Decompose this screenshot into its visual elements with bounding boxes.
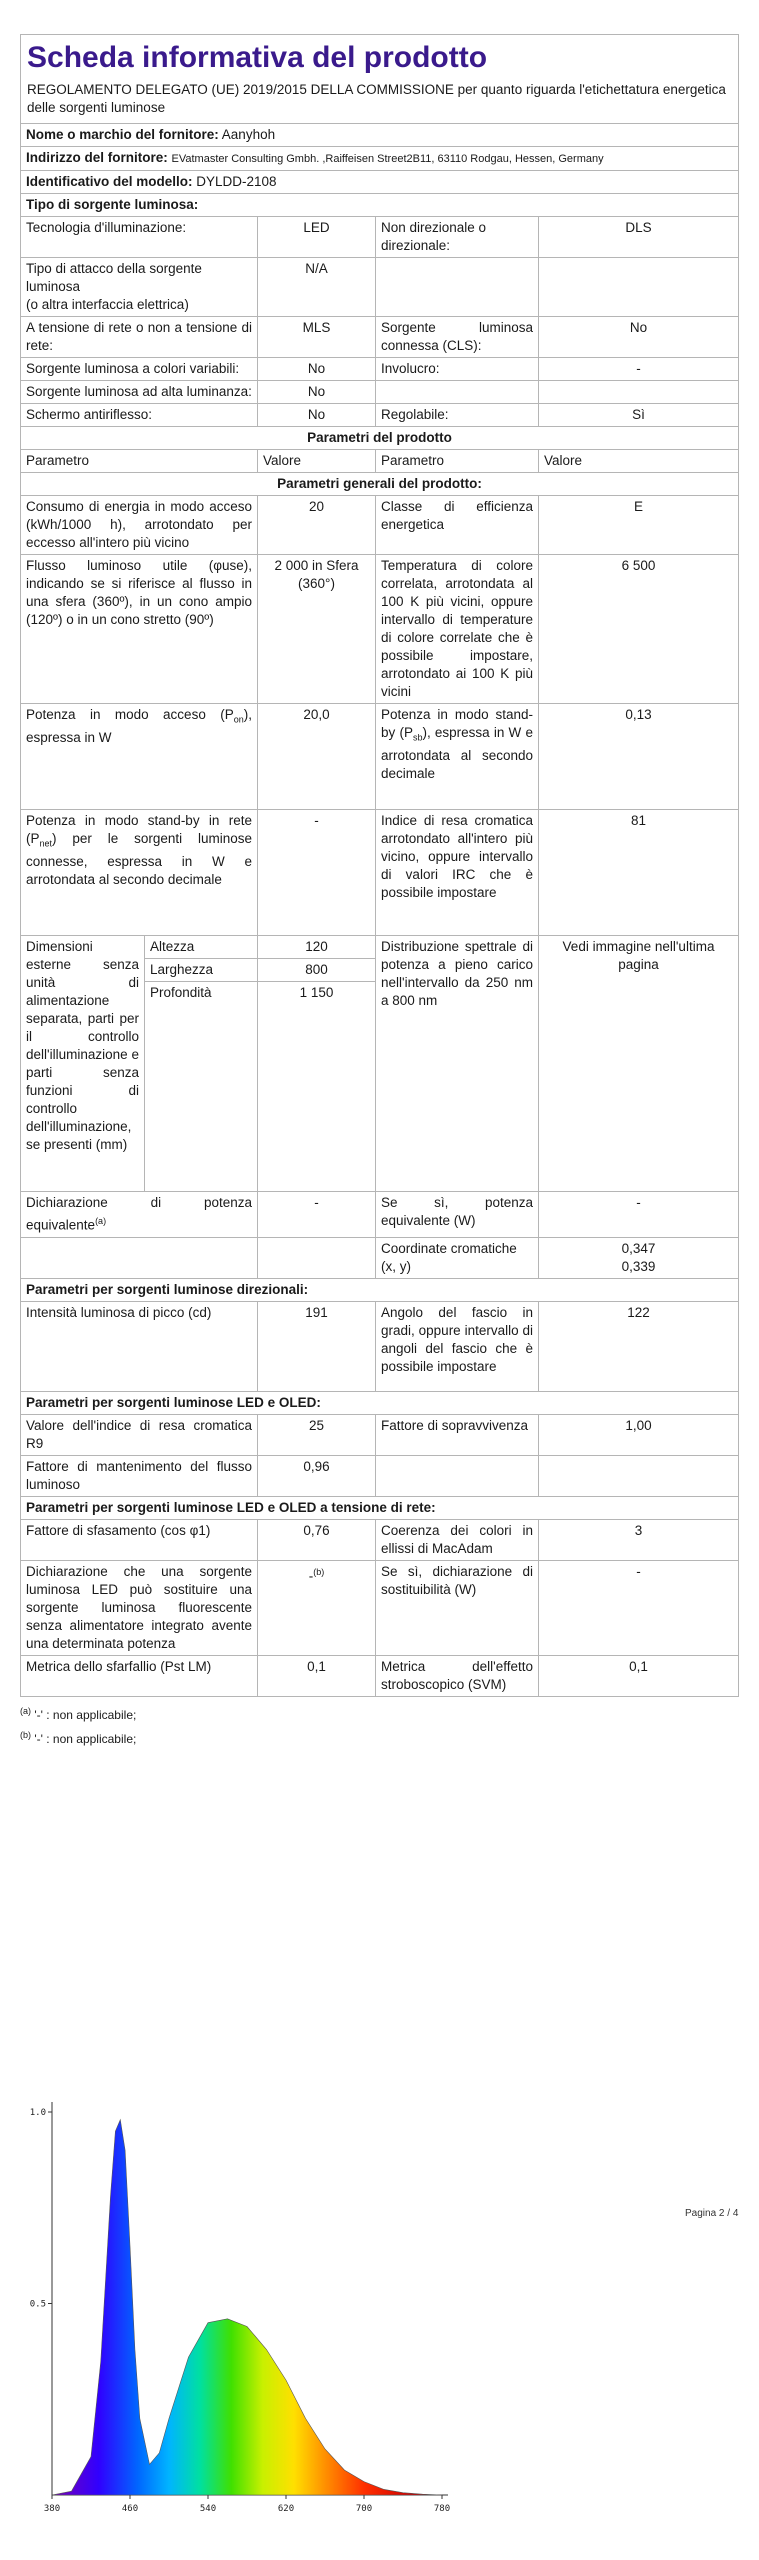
luminous-flux-value: 2 000 in Sfera (360°): [258, 555, 376, 704]
mains-heading: Parametri per sorgenti luminose LED e OLED a tensione di rete:: [21, 1496, 739, 1519]
equivalent-watt-label: Se sì, potenza equivalente (W): [376, 1192, 539, 1238]
displacement-factor-value: 0,76: [258, 1519, 376, 1560]
param-row: [21, 1192, 739, 1238]
general-params-heading: Parametri generali del prodotto:: [21, 473, 739, 496]
y-tick-label: 1.0: [29, 2108, 46, 2118]
param-row: [21, 1519, 739, 1560]
type-value-2: [539, 381, 739, 404]
luminous-flux-label: Flusso luminoso utile (φuse), indicando se si riferisce al flusso in una sfera (360º), in un cono ampio (120º) o in un cono stretto (90º): [21, 555, 258, 704]
color-temperature-value: 6 500: [539, 555, 739, 704]
cri-value: 81: [539, 810, 739, 936]
type-value: No: [258, 358, 376, 381]
efficiency-class-label: Classe di efficienza energetica: [376, 496, 539, 555]
type-row: [21, 217, 739, 258]
survival-factor-value: 1,00: [539, 1414, 739, 1455]
type-label-2: [376, 258, 539, 317]
footnote-b-mark: (b): [20, 1729, 31, 1740]
page-title: Scheda informativa del prodotto: [21, 35, 739, 80]
flicker-value: 0,1: [258, 1655, 376, 1696]
param-row: [21, 496, 739, 555]
spectral-distribution-label: Distribuzione spettrale di potenza a pieno carico nell'intervallo da 250 nm a 800 nm: [376, 936, 539, 1192]
supplier-address-label: Indirizzo del fornitore:: [26, 150, 168, 165]
spectral-distribution-value: Vedi immagine nell'ultima pagina: [539, 936, 739, 1192]
type-label: Sorgente luminosa ad alta luminanza:: [21, 381, 258, 404]
on-mode-power-text-end: ), espressa in W: [26, 707, 252, 745]
col-header-param-2: Parametro: [376, 450, 539, 473]
footnote-b-text: '-' : non applicabile;: [34, 1731, 137, 1746]
footnote-b: [20, 1725, 738, 1749]
supplier-name-value: Aanyhoh: [221, 127, 276, 142]
x-tick-label: 380: [43, 2504, 61, 2514]
led-heading: Parametri per sorgenti luminose LED e OLED:: [21, 1391, 739, 1414]
param-row: [21, 1301, 739, 1391]
model-value: DYLDD-2108: [196, 174, 277, 189]
energy-consumption-value: 20: [258, 496, 376, 555]
dimensions-label: Dimensioni esterne senza unità di alimentazione separata, parti per il controllo dell'illuminazione e parti senza funzioni di controllo dell'illuminazione, se presenti (mm): [21, 936, 145, 1192]
type-heading: Tipo di sorgente luminosa:: [21, 194, 739, 217]
model-label: Identificativo del modello:: [26, 174, 193, 189]
param-row: [21, 810, 739, 936]
network-standby-subscript: net: [39, 838, 53, 849]
footnote-a: [20, 1701, 738, 1725]
type-value: LED: [258, 217, 376, 258]
type-label: Schermo antiriflesso:: [21, 404, 258, 427]
type-label-2: [376, 381, 539, 404]
type-row: [21, 358, 739, 381]
type-label-main: Tipo di attacco della sorgente luminosa: [26, 261, 202, 294]
footnote-a-mark: (a): [20, 1705, 31, 1716]
col-header-param: Parametro: [21, 450, 258, 473]
color-temperature-label: Temperatura di colore correlata, arrotondata al 100 K più vicini, oppure intervallo di temperature di colore correlate che è possibile impostare, arrotondato ai 100 K più vicini: [376, 555, 539, 704]
replaceability-value: -: [539, 1560, 739, 1655]
type-value-2: No: [539, 317, 739, 358]
energy-consumption-label: Consumo di energia in modo acceso (kWh/1000 h), arrotondato per eccesso all'intero più vicino: [21, 496, 258, 555]
product-information-sheet: [20, 34, 738, 1749]
x-tick-label: 460: [121, 2504, 139, 2514]
footnote-b-marker: (b): [313, 1566, 325, 1577]
params-header-row: [21, 450, 739, 473]
param-row: [21, 1414, 739, 1455]
col-header-value: Valore: [258, 450, 376, 473]
network-standby-text: Potenza in modo stand-by in rete (P: [26, 813, 252, 846]
peak-intensity-value: 191: [258, 1301, 376, 1391]
x-tick-label: 780: [433, 2504, 451, 2514]
type-value: N/A: [258, 258, 376, 317]
empty-cell: [539, 1455, 739, 1496]
efficiency-class-value: E: [539, 496, 739, 555]
spectral-power-chart: [22, 2090, 462, 2530]
empty-cell: [376, 1455, 539, 1496]
empty-cell: [21, 1237, 258, 1278]
standby-power-subscript: sb: [412, 732, 423, 743]
param-row: [21, 1237, 739, 1278]
beam-angle-label: Angolo del fascio in gradi, oppure intervallo di angoli del fascio che è possibile impostare: [376, 1301, 539, 1391]
dimension-width-value: 800: [258, 959, 376, 982]
displacement-factor-label: Fattore di sfasamento (cos φ1): [21, 1519, 258, 1560]
type-label: Tecnologia d'illuminazione:: [21, 217, 258, 258]
supplier-address-value: EVatmaster Consulting Gmbh. ,Raiffeisen Street2B11, 63110 Rodgau, Hessen, Germany: [171, 153, 604, 165]
chromaticity-label: Coordinate cromatiche (x, y): [376, 1237, 539, 1278]
replaceability-label: Se sì, dichiarazione di sostituibilità (W): [376, 1560, 539, 1655]
type-label-sub: (o altra interfaccia elettrica): [26, 297, 189, 312]
type-value-2: [539, 258, 739, 317]
network-standby-label: [21, 810, 258, 936]
directional-heading: Parametri per sorgenti luminose direzionali:: [21, 1278, 739, 1301]
type-label-2: Sorgente luminosa connessa (CLS):: [376, 317, 539, 358]
stroboscopic-value: 0,1: [539, 1655, 739, 1696]
replacement-claim-label: Dichiarazione che una sorgente luminosa LED può sostituire una sorgente luminosa fluorescente senza alimentatore integrato avente una determinata potenza: [21, 1560, 258, 1655]
spectrum-area: [52, 2120, 442, 2495]
param-row: [21, 555, 739, 704]
stroboscopic-label: Metrica dell'effetto stroboscopico (SVM): [376, 1655, 539, 1696]
regulation-text: REGOLAMENTO DELEGATO (UE) 2019/2015 DELLA COMMISSIONE per quanto riguarda l'etichettatura energetica delle sorgenti luminose: [21, 79, 739, 124]
x-tick-label: 540: [199, 2504, 217, 2514]
equivalent-power-text: Dichiarazione di potenza equivalente: [26, 1195, 252, 1233]
peak-intensity-label: Intensità luminosa di picco (cd): [21, 1301, 258, 1391]
model-row: [21, 171, 739, 194]
on-mode-power-text: Potenza in modo acceso (P: [26, 707, 234, 722]
lumen-maintenance-value: 0,96: [258, 1455, 376, 1496]
standby-power-label: [376, 704, 539, 810]
footnotes: [20, 1701, 738, 1749]
cri-label: Indice di resa cromatica arrotondato all'intero più vicino, oppure intervallo di valori IRC che è possibile impostare: [376, 810, 539, 936]
empty-cell: [258, 1237, 376, 1278]
type-label-2: Involucro:: [376, 358, 539, 381]
supplier-name-label: Nome o marchio del fornitore:: [26, 127, 219, 142]
chromaticity-value: [539, 1237, 739, 1278]
param-row: [21, 704, 739, 810]
dimension-width-label: Larghezza: [145, 959, 258, 982]
type-label-2: Non direzionale o direzionale:: [376, 217, 539, 258]
dimension-depth-value: 1 150: [258, 982, 376, 1192]
type-value-2: DLS: [539, 217, 739, 258]
param-row: [21, 1655, 739, 1696]
beam-angle-value: 122: [539, 1301, 739, 1391]
param-row: [21, 936, 739, 959]
standby-power-value: 0,13: [539, 704, 739, 810]
type-row: [21, 404, 739, 427]
type-value: MLS: [258, 317, 376, 358]
type-value: No: [258, 404, 376, 427]
page-number: Pagina 2 / 4: [685, 2208, 739, 2219]
on-mode-power-label: [21, 704, 258, 810]
chromaticity-y: 0,339: [621, 1258, 656, 1274]
standby-power-text: Potenza in modo stand-by (P: [381, 707, 533, 740]
r9-value: 25: [258, 1414, 376, 1455]
supplier-name-row: [21, 124, 739, 147]
on-mode-power-subscript: on: [233, 714, 244, 725]
dimension-height-value: 120: [258, 936, 376, 959]
type-label: A tensione di rete o non a tensione di rete:: [21, 317, 258, 358]
x-tick-label: 700: [355, 2504, 373, 2514]
replacement-claim-text: -: [308, 1568, 314, 1583]
replacement-claim-value: [258, 1560, 376, 1655]
y-tick-label: 0.5: [29, 2299, 46, 2310]
sheet-table: [20, 34, 739, 1697]
network-standby-text-end: ) per le sorgenti luminose connesse, espressa in W e arrotondata al secondo decimale: [26, 831, 252, 887]
supplier-address-row: [21, 147, 739, 171]
footnote-a-marker: (a): [95, 1216, 107, 1226]
color-consistency-label: Coerenza dei colori in ellissi di MacAdam: [376, 1519, 539, 1560]
x-tick-label: 620: [277, 2504, 295, 2514]
equivalent-power-label: [21, 1192, 258, 1238]
lumen-maintenance-label: Fattore di mantenimento del flusso luminoso: [21, 1455, 258, 1496]
survival-factor-label: Fattore di sopravvivenza: [376, 1414, 539, 1455]
param-row: [21, 1560, 739, 1655]
footnote-a-text: '-' : non applicabile;: [34, 1707, 137, 1722]
r9-label: Valore dell'indice di resa cromatica R9: [21, 1414, 258, 1455]
type-value-2: Sì: [539, 404, 739, 427]
standby-power-text-end: ), espressa in W e arrotondata al secondo decimale: [381, 725, 533, 781]
equivalent-watt-value: -: [539, 1192, 739, 1238]
type-row: [21, 317, 739, 358]
type-label: [21, 258, 258, 317]
type-value-2: -: [539, 358, 739, 381]
params-heading: Parametri del prodotto: [21, 427, 739, 450]
param-row: [21, 1455, 739, 1496]
dimension-height-label: Altezza: [145, 936, 258, 959]
chromaticity-x: 0,347: [621, 1240, 656, 1256]
type-row: [21, 381, 739, 404]
flicker-label: Metrica dello sfarfallio (Pst LM): [21, 1655, 258, 1696]
type-value: No: [258, 381, 376, 404]
type-row: [21, 258, 739, 317]
chart-plot-area: [30, 2102, 450, 2514]
type-label-2: Regolabile:: [376, 404, 539, 427]
color-consistency-value: 3: [539, 1519, 739, 1560]
col-header-value-2: Valore: [539, 450, 739, 473]
dimension-depth-label: Profondità: [145, 982, 258, 1192]
type-label: Sorgente luminosa a colori variabili:: [21, 358, 258, 381]
equivalent-power-value: -: [258, 1192, 376, 1238]
on-mode-power-value: 20,0: [258, 704, 376, 810]
network-standby-value: -: [258, 810, 376, 936]
